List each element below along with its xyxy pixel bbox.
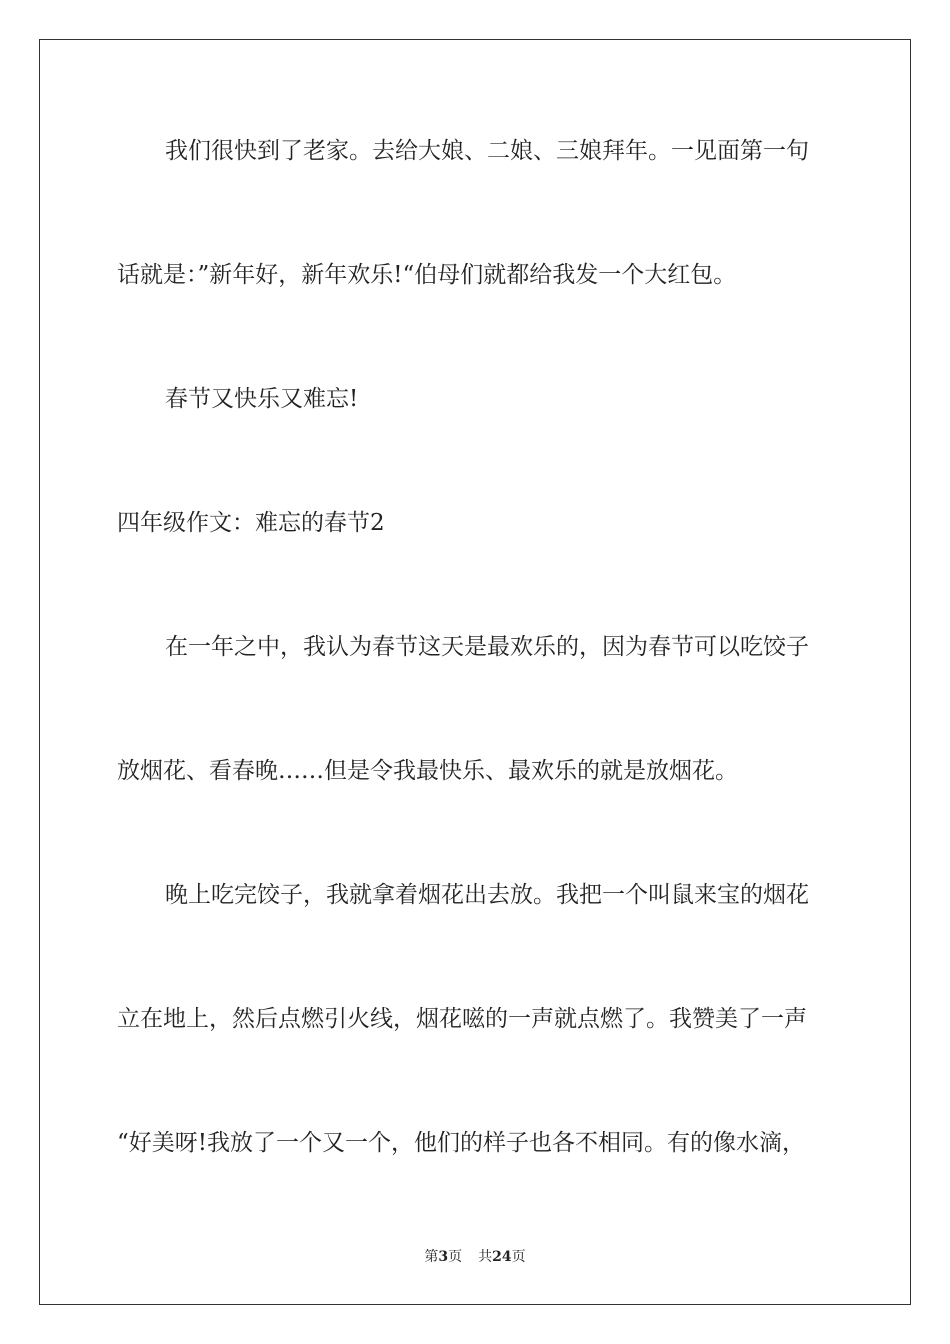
- paragraph-line-2: 话就是：”新年好，新年欢乐!“伯母们就都给我发一个大红包。: [117, 262, 737, 288]
- total-suffix: 页: [511, 1249, 526, 1265]
- page-prefix: 第: [424, 1249, 439, 1265]
- section-heading: 四年级作文：难忘的春节2: [117, 510, 385, 536]
- paragraph-line-7: 立在地上，然后点燃引火线，烟花嗞的一声就点燃了。我赞美了一声: [117, 1006, 807, 1032]
- total-pages: 24: [492, 1249, 512, 1265]
- paragraph-line-6: 晚上吃完饺子，我就拿着烟花出去放。我把一个叫鼠来宝的烟花: [165, 882, 809, 908]
- paragraph-line-3: 春节又快乐又难忘!: [165, 386, 359, 412]
- page-border: [39, 39, 911, 1305]
- page-number: 3: [438, 1249, 449, 1265]
- page-footer: [0, 1246, 950, 1266]
- paragraph-line-4: 在一年之中，我认为春节这天是最欢乐的，因为春节可以吃饺子: [165, 634, 809, 660]
- total-prefix: 共: [478, 1249, 493, 1265]
- paragraph-line-5: 放烟花、看春晚……但是令我最快乐、最欢乐的就是放烟花。: [117, 758, 738, 784]
- paragraph-line-1: 我们很快到了老家。去给大娘、二娘、三娘拜年。一见面第一句: [165, 138, 809, 164]
- page-suffix: 页: [448, 1249, 463, 1265]
- paragraph-line-8: “好美呀!我放了一个又一个，他们的样子也各不相同。有的像水滴，: [117, 1130, 806, 1156]
